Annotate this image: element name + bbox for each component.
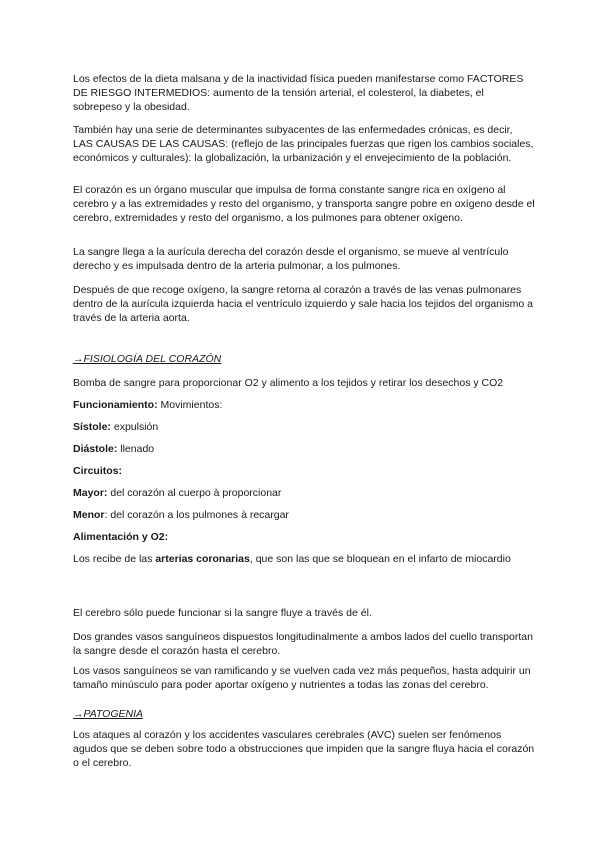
- text-coronarias-pre: Los recibe de las: [73, 553, 156, 565]
- paragraph-corazon-organo: El corazón es un órgano muscular que impulsa de forma constante sangre rica en oxígeno al cerebro y a las extremidades y resto del organismo, y transporta sangre pobre en oxígeno desde el cerebro, extremidades y resto del organismo, a los pulmones para obtener oxígeno.: [73, 184, 535, 225]
- item-circuitos: [73, 464, 535, 478]
- paragraph-cerebro-funcion: El cerebro sólo puede funcionar si la sangre fluye a través de él.: [73, 607, 372, 619]
- paragraph-bomba: Bomba de sangre para proporcionar O2 y alimento a los tejidos y retirar los desechos y CO2: [73, 377, 504, 389]
- text-diastole: llenado: [117, 443, 155, 455]
- text-funcionamiento: Movimientos:: [157, 399, 223, 411]
- text-coronarias-bold: arterias coronarias: [155, 553, 250, 565]
- item-mayor: [73, 486, 535, 500]
- paragraph-ataques: Los ataques al corazón y los accidentes vasculares cerebrales (AVC) suelen ser fenómenos agudos que se deben sobre todo a obstrucciones que impiden que la sangre fluya hacia el corazón o el cerebro.: [73, 729, 535, 770]
- paragraph-vasos-ramificacion: Los vasos sanguíneos se van ramificando y se vuelven cada vez más pequeños, hasta adquirir un tamaño minúsculo para poder aportar oxígeno y nutrientes a todas las zonas del cerebro.: [73, 665, 531, 692]
- heading-fisiologia: →FISIOLOGÍA DEL CORAZÓN: [73, 353, 222, 365]
- label-diastole: Diástole:: [73, 443, 118, 455]
- paragraph-auricula-derecha: La sangre llega a la aurícula derecha del corazón desde el organismo, se mueve al ventrículo derecho y es impulsada dentro de la arteria pulmonar, a los pulmones.: [73, 246, 509, 273]
- item-funcionamiento: [73, 398, 535, 412]
- heading-patogenia: →PATOGENIA: [73, 708, 144, 720]
- text-coronarias-post: , que son las que se bloquean en el infarto de miocardio: [249, 553, 511, 565]
- label-menor: Menor: [73, 509, 105, 521]
- paragraph-coronarias: [73, 552, 535, 566]
- paragraph-factores-riesgo: Los efectos de la dieta malsana y de la inactividad física pueden manifestarse como FACTORES DE RIESGO INTERMEDIOS: aumento de la tensión arterial, el colesterol, la diabetes, el sobrepeso y la obesidad.: [73, 73, 524, 114]
- paragraph-auricula-izquierda: Después de que recoge oxígeno, la sangre retorna al corazón a través de las venas pulmonares dentro de la aurícula izquierda hacia el ventrículo izquierdo y sale hacia los tejidos del organismo a través de la arteria aorta.: [73, 284, 533, 325]
- paragraph-causas: También hay una serie de determinantes subyacentes de las enfermedades crónicas, es decir, LAS CAUSAS DE LAS CAUSAS: (reflejo de las principales fuerzas que rigen los cambios sociales, económicos y culturales): la globalización, la urbanización y el envejecimiento de la población.: [73, 124, 534, 165]
- item-sistole: [73, 420, 535, 434]
- text-menor: : del corazón a los pulmones à recargar: [104, 509, 289, 521]
- item-alimentacion: [73, 530, 535, 544]
- label-funcionamiento: Funcionamiento:: [73, 399, 158, 411]
- label-sistole: Sístole:: [73, 421, 111, 433]
- label-alimentacion: Alimentación y O2:: [73, 531, 169, 543]
- text-sistole: expulsión: [110, 421, 159, 433]
- paragraph-vasos-cuello: Dos grandes vasos sanguíneos dispuestos longitudinalmente a ambos lados del cuello transportan la sangre desde el corazón hasta el cerebro.: [73, 631, 533, 658]
- label-circuitos: Circuitos:: [73, 465, 123, 477]
- text-mayor: del corazón al cuerpo à proporcionar: [107, 487, 282, 499]
- label-mayor: Mayor:: [73, 487, 108, 499]
- item-menor: [73, 508, 535, 522]
- item-diastole: [73, 442, 535, 456]
